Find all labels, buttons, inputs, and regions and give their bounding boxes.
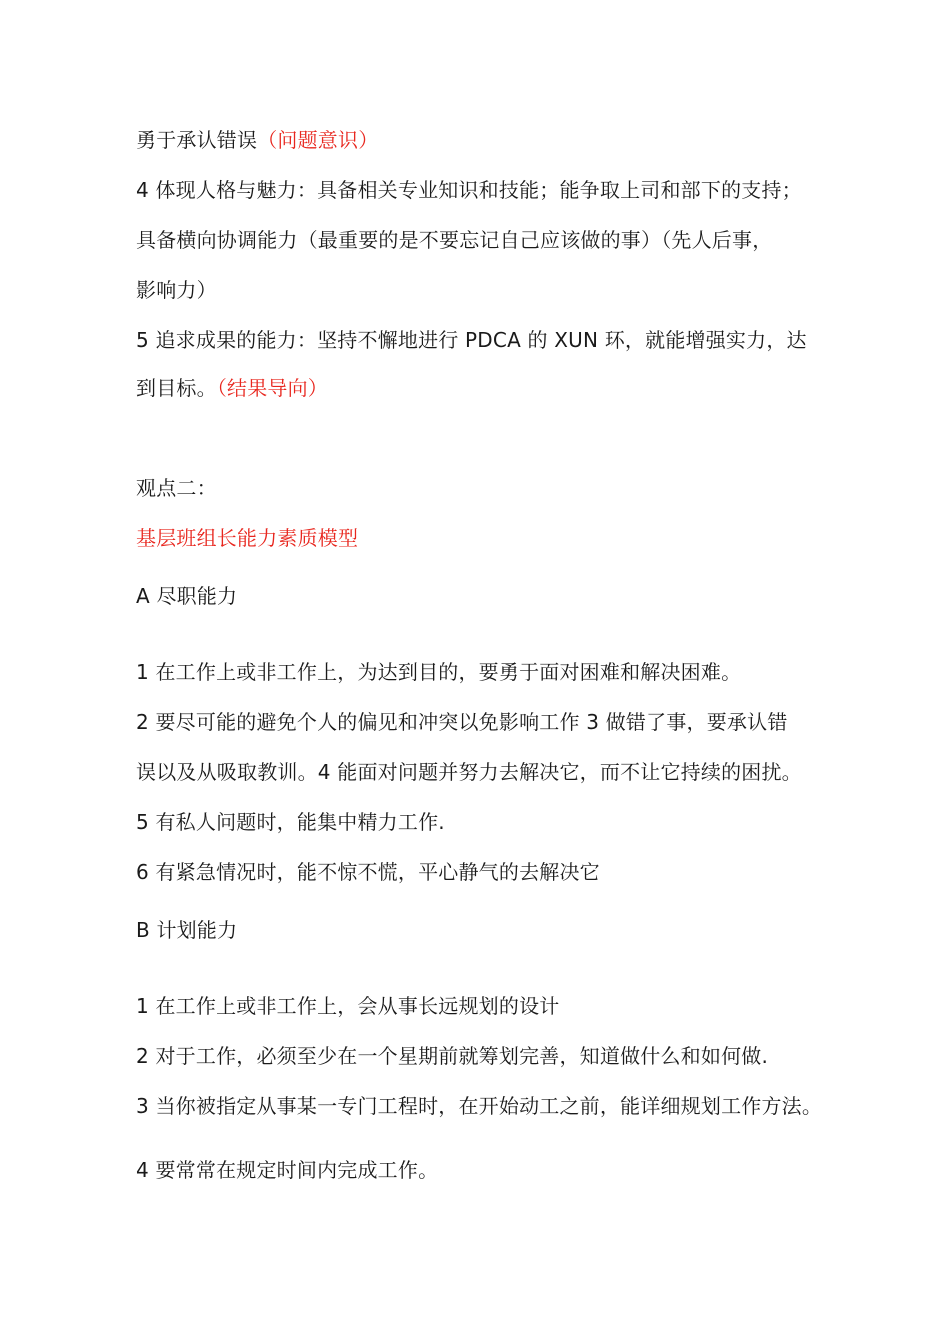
highlight-problem-awareness: （问题意识） <box>257 128 379 152</box>
text-line-coordination: 具备横向协调能力（最重要的是不要忘记自己应该做的事）（先人后事， <box>136 228 773 252</box>
section-b-heading: B 计划能力 <box>136 918 238 942</box>
list-item-b3: 3 当你被指定从事某一专门工程时，在开始动工之前，能详细规划工作方法。 <box>136 1094 823 1118</box>
text-line-influence: 影响力） <box>136 278 217 302</box>
list-item-a2: 2 要尽可能的避免个人的偏见和冲突以免影响工作 3 做错了事，要承认错 <box>136 710 788 734</box>
text-line-results: 5 追求成果的能力：坚持不懈地进行 PDCA 的 XUN 环，就能增强实力，达 <box>136 328 807 352</box>
list-item-a4: 5 有私人问题时，能集中精力工作. <box>136 810 445 834</box>
line-text: 到目标。 <box>136 376 217 400</box>
viewpoint-heading: 观点二： <box>136 476 217 500</box>
list-item-a5: 6 有紧急情况时，能不惊不慌，平心静气的去解决它 <box>136 860 600 884</box>
text-line-admit-mistakes <box>136 126 836 154</box>
text-line-personality: 4 体现人格与魅力：具备相关专业知识和技能；能争取上司和部下的支持； <box>136 178 802 202</box>
list-item-b1: 1 在工作上或非工作上，会从事长远规划的设计 <box>136 994 560 1018</box>
text-line-goal <box>136 374 836 402</box>
section-a-heading: A 尽职能力 <box>136 584 238 608</box>
highlight-result-oriented: （结果导向） <box>216 376 329 400</box>
list-item-b4: 4 要常常在规定时间内完成工作。 <box>136 1158 439 1182</box>
list-item-a3: 误以及从吸取教训。4 能面对问题并努力去解决它，而不让它持续的困扰。 <box>136 760 802 784</box>
model-title: 基层班组长能力素质模型 <box>136 526 359 550</box>
line-text: 勇于承认错误 <box>136 128 258 152</box>
list-item-b2: 2 对于工作，必须至少在一个星期前就筹划完善，知道做什么和如何做. <box>136 1044 769 1068</box>
list-item-a1: 1 在工作上或非工作上，为达到目的，要勇于面对困难和解决困难。 <box>136 660 742 684</box>
